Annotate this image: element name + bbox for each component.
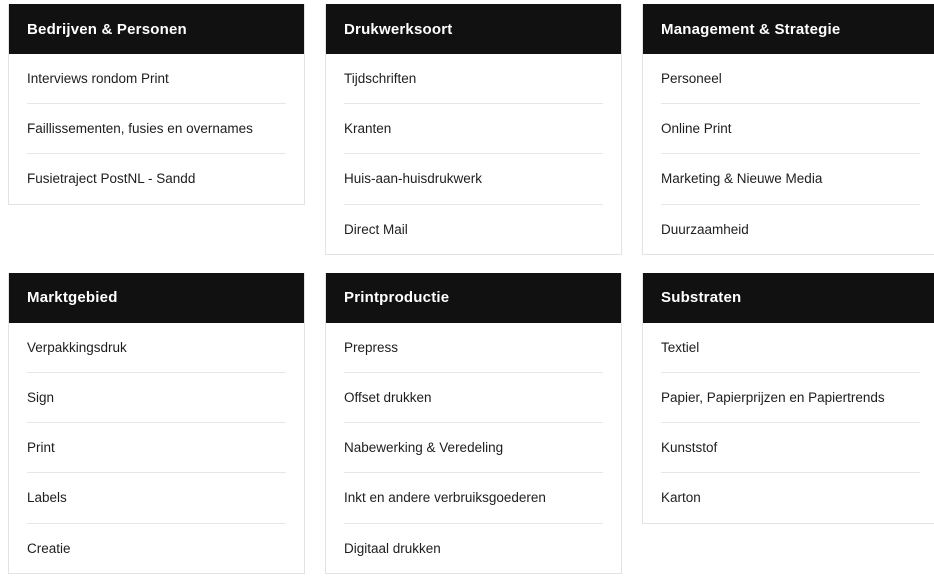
category-link[interactable]: Nabewerking & Veredeling [344,423,603,473]
category-card-list [643,54,934,254]
category-link[interactable]: Interviews rondom Print [27,54,286,104]
category-link[interactable]: Kranten [344,104,603,154]
category-link[interactable]: Offset drukken [344,373,603,423]
category-link[interactable]: Huis-aan-huisdrukwerk [344,154,603,204]
category-card-title: Substraten [643,273,934,323]
category-card-title: Management & Strategie [643,4,934,54]
category-link[interactable]: Tijdschriften [344,54,603,104]
category-link[interactable]: Direct Mail [344,221,408,237]
category-link[interactable]: Papier, Papierprijzen en Papiertrends [661,373,920,423]
category-card-title: Drukwerksoort [326,4,621,54]
category-card-title: Printproductie [326,273,621,323]
category-card-title: Marktgebied [9,273,304,323]
category-card [8,4,305,205]
category-card-list [643,323,934,523]
category-link[interactable]: Labels [27,473,286,523]
category-link[interactable]: Online Print [661,104,920,154]
category-card-list [326,323,621,573]
category-link[interactable]: Karton [661,490,701,506]
category-link[interactable]: Fusietraject PostNL - Sandd [27,171,196,187]
category-card [8,273,305,574]
category-link[interactable]: Marketing & Nieuwe Media [661,154,920,204]
category-card-list [326,54,621,254]
category-card [642,4,934,255]
category-card [642,273,934,524]
category-link[interactable]: Faillissementen, fusies en overnames [27,104,286,154]
category-card [325,273,622,574]
category-link[interactable]: Prepress [344,323,603,373]
category-link[interactable]: Verpakkingsdruk [27,323,286,373]
category-card-list [9,323,304,573]
category-card-title: Bedrijven & Personen [9,4,304,54]
category-card-list [9,54,304,204]
category-link[interactable]: Inkt en andere verbruiksgoederen [344,473,603,523]
category-link[interactable]: Textiel [661,323,920,373]
category-link[interactable]: Personeel [661,54,920,104]
category-link[interactable]: Creatie [27,540,71,556]
category-link[interactable]: Duurzaamheid [661,221,749,237]
category-link[interactable]: Sign [27,373,286,423]
category-link[interactable]: Digitaal drukken [344,540,441,556]
category-card [325,4,622,255]
category-link[interactable]: Print [27,423,286,473]
category-link[interactable]: Kunststof [661,423,920,473]
